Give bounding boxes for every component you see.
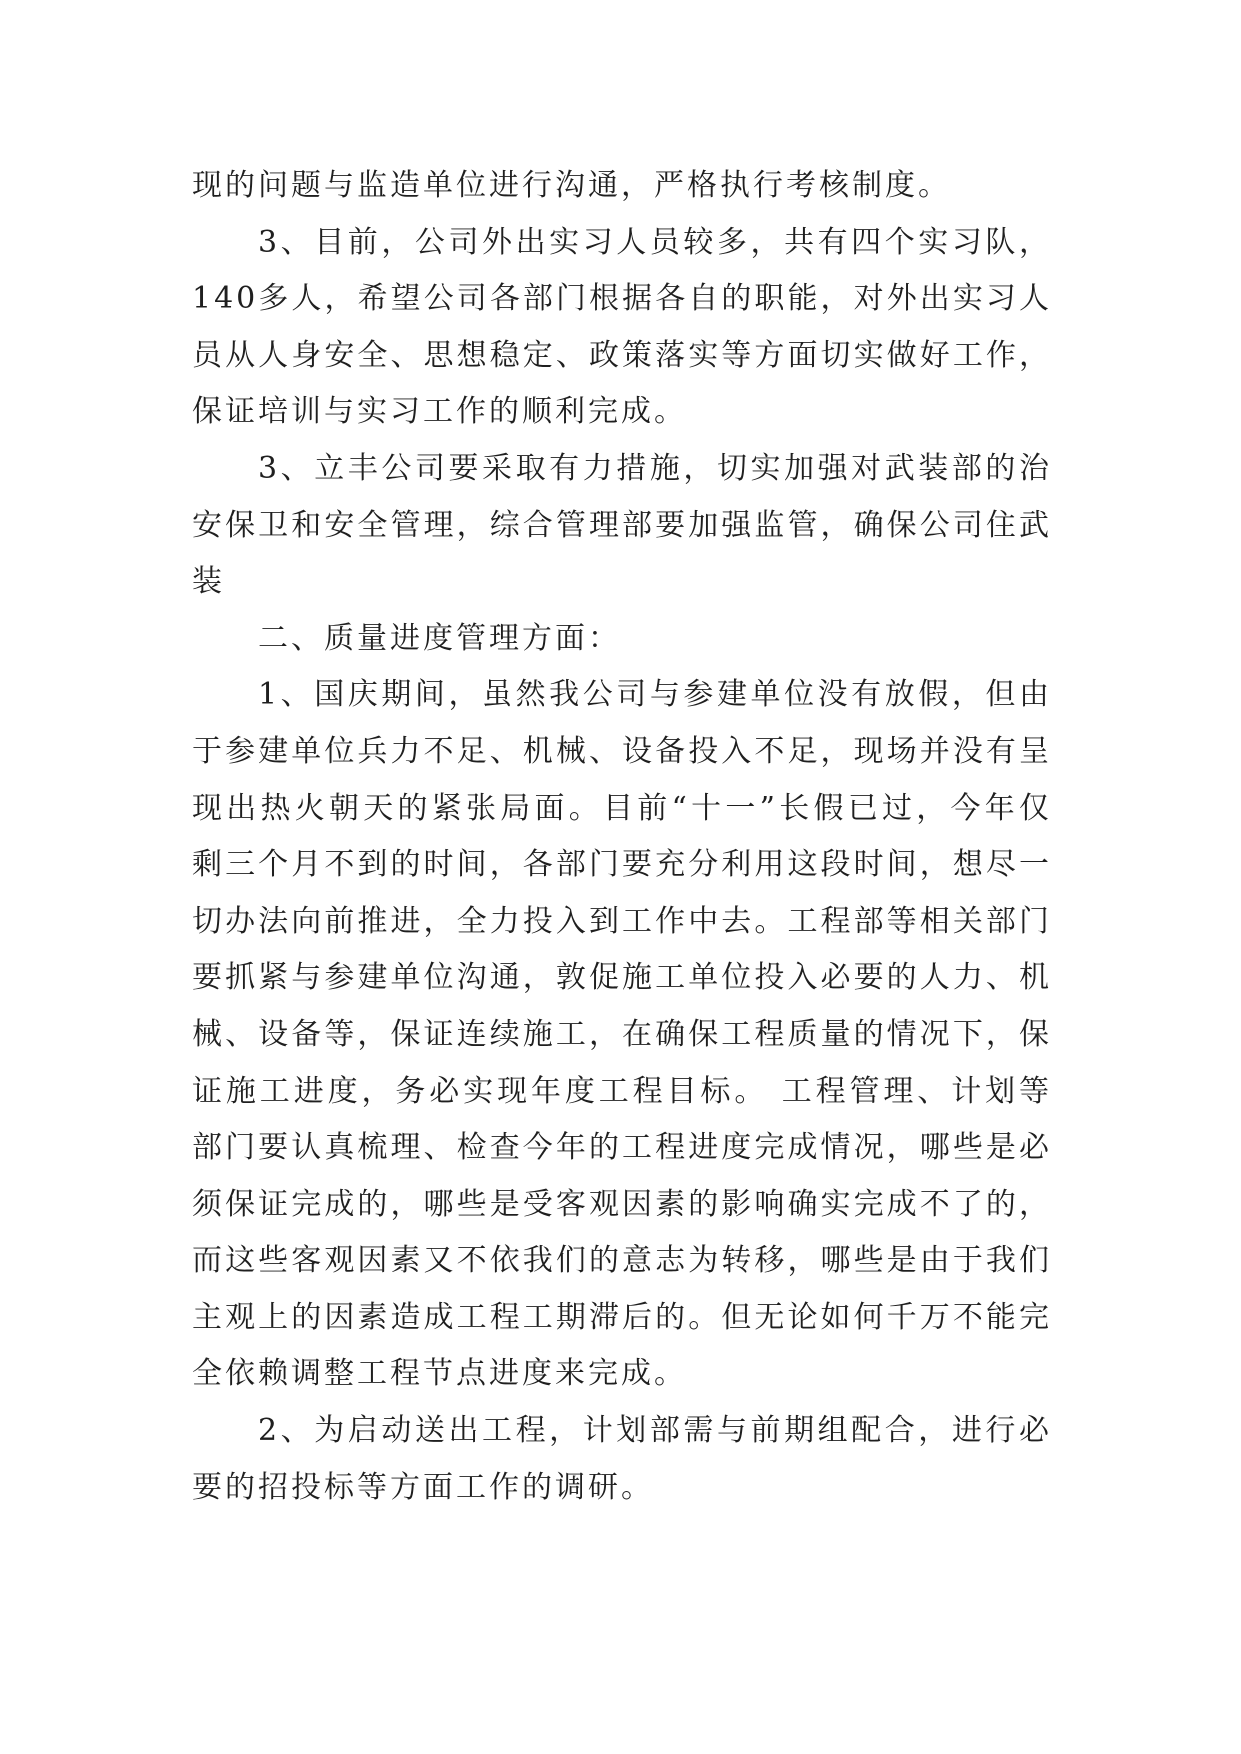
paragraph-security: 3、立丰公司要采取有力措施，切实加强对武装部的治安保卫和安全管理，综合管理部要加强监管，确保公司住武装 xyxy=(192,450,1052,600)
paragraph-transmission-project: 2、为启动送出工程，计划部需与前期组配合，进行必要的招投标等方面工作的调研。 xyxy=(192,1413,1052,1505)
paragraph-trainees: 3、目前，公司外出实习人员较多，共有四个实习队，140多人，希望公司各部门根据各自的职能，对外出实习人员从人身安全、思想稳定、政策落实等方面切实做好工作，保证培训与实习工作的顺利完成。 xyxy=(192,224,1052,430)
paragraph-continuation: 现的问题与监造单位进行沟通，严格执行考核制度。 xyxy=(192,168,951,203)
section-heading-quality-progress: 二、质量进度管理方面： xyxy=(258,620,621,656)
document-body xyxy=(192,158,1052,1516)
paragraph-national-day: 1、国庆期间，虽然我公司与参建单位没有放假，但由于参建单位兵力不足、机械、设备投入不足，现场并没有呈现出热火朝天的紧张局面。目前“十一”长假已过，今年仅剩三个月不到的时间，各部门要充分利用这段时间，想尽一切办法向前推进，全力投入到工作中去。工程部等相关部门要抓紧与参建单位沟通，敦促施工单位投入必要的人力、机械、设备等，保证连续施工，在确保工程质量的情况下，保证施工进度，务必实现年度工程目标。 工程管理、计划等部门要认真梳理、检查今年的工程进度完成情况，哪些是必须保证完成的，哪些是受客观因素的影响确实完成不了的，而这些客观因素又不依我们的意志为转移，哪些是由于我们主观上的因素造成工程工期滞后的。但无论如何千万不能完全依赖调整工程节点进度来完成。 xyxy=(192,677,1052,1392)
